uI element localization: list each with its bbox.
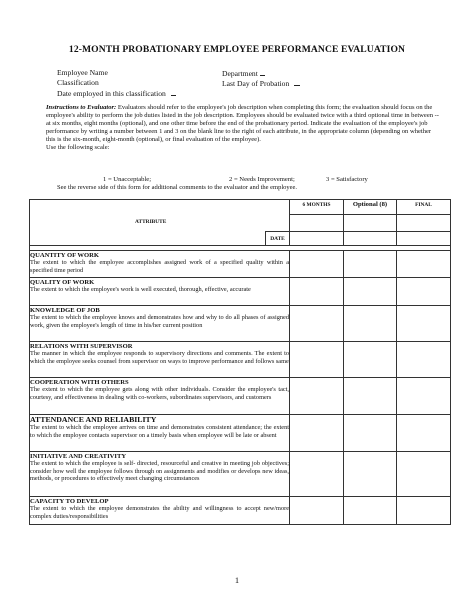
attribute-header-cell: [30, 200, 290, 232]
date-header: DATE: [266, 232, 290, 246]
rating-final-cell[interactable]: [397, 342, 451, 378]
date-employed-blank[interactable]: [171, 88, 176, 96]
department-blank[interactable]: [260, 68, 265, 76]
page-number: 1: [234, 575, 240, 585]
scale-satisfactory: 3 = Satisfactory: [326, 176, 368, 183]
attribute-name: CAPACITY TO DEVELOP: [30, 498, 109, 505]
instructions-lead: Instructions to Evaluator:: [46, 104, 117, 111]
date-row-spacer: [30, 232, 266, 246]
rating-final-cell[interactable]: [397, 306, 451, 342]
attribute-row: [30, 452, 451, 497]
instructions: [46, 104, 442, 152]
rating-optional-cell[interactable]: [344, 378, 397, 415]
date-employed-field[interactable]: [57, 88, 176, 98]
attribute-name: INITIATIVE AND CREATIVITY: [30, 453, 127, 460]
rating-six-month-cell[interactable]: [290, 278, 344, 306]
attribute-name: ATTENDANCE AND RELIABILITY: [30, 415, 157, 424]
date-optional-cell[interactable]: [344, 232, 397, 246]
classification-label: Classification: [57, 78, 99, 87]
rating-final-cell[interactable]: [397, 497, 451, 525]
attribute-description: The extent to which the employee demonstrates the ability and willingness to accept new/more complex duties/responsibilities: [30, 505, 289, 520]
rating-six-month-cell[interactable]: [290, 452, 344, 497]
attribute-name: KNOWLEDGE OF JOB: [30, 307, 100, 314]
rating-final-cell[interactable]: [397, 378, 451, 415]
attribute-row: [30, 378, 451, 415]
rating-final-cell[interactable]: [397, 278, 451, 306]
attribute-header: ATTRIBUTE: [135, 219, 167, 225]
rating-optional-cell[interactable]: [344, 415, 397, 452]
attribute-description: The extent to which the employee accomplishes assigned work of a specified quality within a specified time period: [30, 259, 289, 274]
six-month-date-spacer: [290, 215, 344, 232]
rating-six-month-cell[interactable]: [290, 251, 344, 278]
optional-date-spacer: [344, 215, 397, 232]
attribute-name: RELATIONS WITH SUPERVISOR: [30, 343, 133, 350]
last-day-field[interactable]: [222, 78, 300, 88]
attribute-row: [30, 251, 451, 278]
date-six-month-cell[interactable]: [290, 232, 344, 246]
reverse-side-note: See the reverse side of this form for additional comments to the evaluator and the employee.: [57, 184, 298, 191]
six-month-header: 6 MONTHS: [290, 200, 344, 215]
rating-optional-cell[interactable]: [344, 342, 397, 378]
attribute-cell: [30, 251, 290, 278]
scale-intro: Use the following scale:: [46, 144, 110, 152]
department-label: Department: [222, 69, 258, 78]
rating-optional-cell[interactable]: [344, 278, 397, 306]
employee-name-label: Employee Name: [57, 68, 108, 77]
final-header: FINAL: [397, 200, 451, 215]
attribute-row: [30, 497, 451, 525]
rating-optional-cell[interactable]: [344, 251, 397, 278]
attribute-cell: [30, 452, 290, 497]
attribute-name: QUANTITY OF WORK: [30, 252, 99, 259]
rating-final-cell[interactable]: [397, 251, 451, 278]
date-final-cell[interactable]: [397, 232, 451, 246]
last-day-label: Last Day of Probation: [222, 79, 290, 88]
rating-six-month-cell[interactable]: [290, 342, 344, 378]
attribute-cell: [30, 497, 290, 525]
form-title: 12-MONTH PROBATIONARY EMPLOYEE PERFORMANCE EVALUATION: [68, 44, 406, 55]
rating-optional-cell[interactable]: [344, 306, 397, 342]
date-employed-label: Date employed in this classification: [57, 89, 166, 98]
optional-header: Optional (8): [344, 200, 397, 215]
last-day-blank[interactable]: [294, 78, 300, 86]
attribute-name: QUALITY OF WORK: [30, 279, 95, 286]
rating-optional-cell[interactable]: [344, 497, 397, 525]
rating-six-month-cell[interactable]: [290, 306, 344, 342]
rating-six-month-cell[interactable]: [290, 497, 344, 525]
attribute-row: [30, 278, 451, 306]
instructions-body: Evaluators should refer to the employee's job description when completing this form; the evaluation should focus on the employee's ability to perform the job duties listed in the job description. Employees should be evaluated twice with a third optional time in between -- at six months, eight months (optional), and one other time before the end of the probationary period. Indicate the evaluation of the employee's job performance by writing a number between 1 and 3 on the blank line to the right of each attribute, in the appropriate column (depending on whether this is the six-month, eight-month (optional), or final evaluation of the employee).: [46, 104, 439, 144]
rating-optional-cell[interactable]: [344, 452, 397, 497]
attribute-description: The extent to which the employee is self- directed, resourceful and creative in meeting job objectives; consider how well the employee follows through on assignments and modifies or develops new ideas, methods, or procedures to effectively meet changing circumstances: [30, 460, 289, 482]
attribute-description: The extent to which the employee arrives on time and demonstrates consistent attendance; the extent to which the employee contacts supervisor on a timely basis when employee will be late or absent: [30, 424, 289, 439]
rating-final-cell[interactable]: [397, 452, 451, 497]
scale-unacceptable: 1 = Unacceptable;: [103, 176, 152, 183]
attribute-cell: [30, 278, 290, 306]
evaluation-table: [29, 199, 451, 525]
attribute-row: [30, 306, 451, 342]
rating-final-cell[interactable]: [397, 415, 451, 452]
attribute-description: The extent to which the employee knows and demonstrates how and why to do all phases of assigned work, given the employee's length of time in his/her current position: [30, 314, 289, 329]
attribute-cell: [30, 306, 290, 342]
attribute-row: [30, 342, 451, 378]
rating-six-month-cell[interactable]: [290, 415, 344, 452]
attribute-description: The extent to which the employee gets along with other individuals. Consider the employee's tact, courtesy, and effectiveness in dealing with co-workers, subordinates supervisors, and customers: [30, 386, 289, 401]
attribute-description: The extent to which the employee's work is well executed, thorough, effective, accurate: [30, 286, 251, 294]
attribute-row: [30, 415, 451, 452]
department-field[interactable]: [222, 68, 265, 78]
attribute-cell: [30, 342, 290, 378]
attribute-cell: [30, 378, 290, 415]
attribute-cell: [30, 415, 290, 452]
scale-needs-improvement: 2 = Needs Improvement;: [229, 176, 295, 183]
attribute-description: The manner in which the employee responds to supervisory directions and comments. The extent to which the employee seeks counsel from supervisor on ways to improve performance and follows same: [30, 350, 289, 365]
rating-six-month-cell[interactable]: [290, 378, 344, 415]
final-date-spacer: [397, 215, 451, 232]
attribute-name: COOPERATION WITH OTHERS: [30, 379, 129, 386]
